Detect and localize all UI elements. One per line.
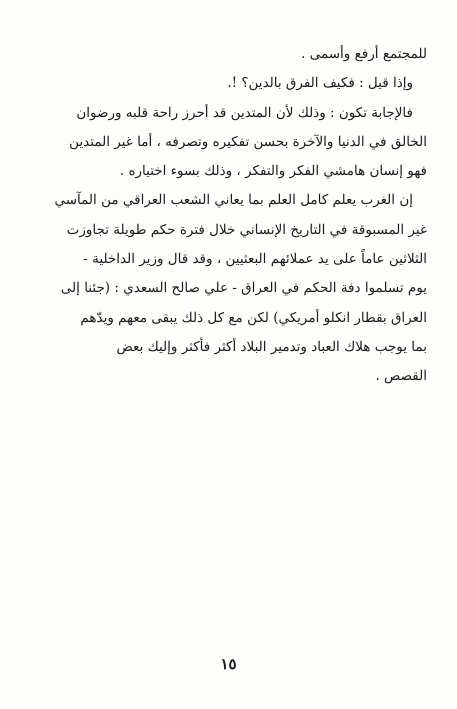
text-line: القصص . bbox=[375, 368, 427, 385]
body-text bbox=[50, 40, 427, 392]
text-line: العراق بقطار انكلو أمريكي) لكن مع كل ذلك يبقى معهم ويدّهم bbox=[80, 309, 427, 326]
text-line: يوم تسلموا دفة الحكم في العراق - علي صالح السعدي : (جئنا إلى bbox=[60, 280, 427, 297]
text-line: بما يوجب هلاك العباد وتدمير البلاد أكثر فأكثر وإليك بعض bbox=[116, 338, 427, 355]
text-line: فالإجابة تكون : وذلك لأن المتدين قد أحرز راحة قلبه ورضوان bbox=[76, 104, 413, 121]
text-line: غير المسبوقة في التاريخ الإنساني خلال فترة حكم طويلة تجاوزت bbox=[66, 221, 427, 238]
text-line: الخالق في الدنيا والآخرة بحسن تفكيره وتصرفه ، أما غير المتدين bbox=[69, 133, 427, 150]
page-number: ١٥ bbox=[220, 655, 237, 673]
text-line: الثلاثين عاماً على يد عملائهم البعثيين ، وقد قال وزير الداخلية - bbox=[83, 251, 427, 268]
text-line: فهو إنسان هامشي الفكر والتفكر ، وذلك بسوء اختياره . bbox=[119, 163, 427, 180]
text-line: وإذا قيل : فكيف الفرق بالدين؟ !. bbox=[227, 75, 413, 92]
text-line: إن الغرب يعلم كامل العلم بما يعاني الشعب العراقي من المآسي bbox=[54, 192, 413, 209]
text-line: للمجتمع أرفع وأسمى . bbox=[301, 46, 427, 62]
